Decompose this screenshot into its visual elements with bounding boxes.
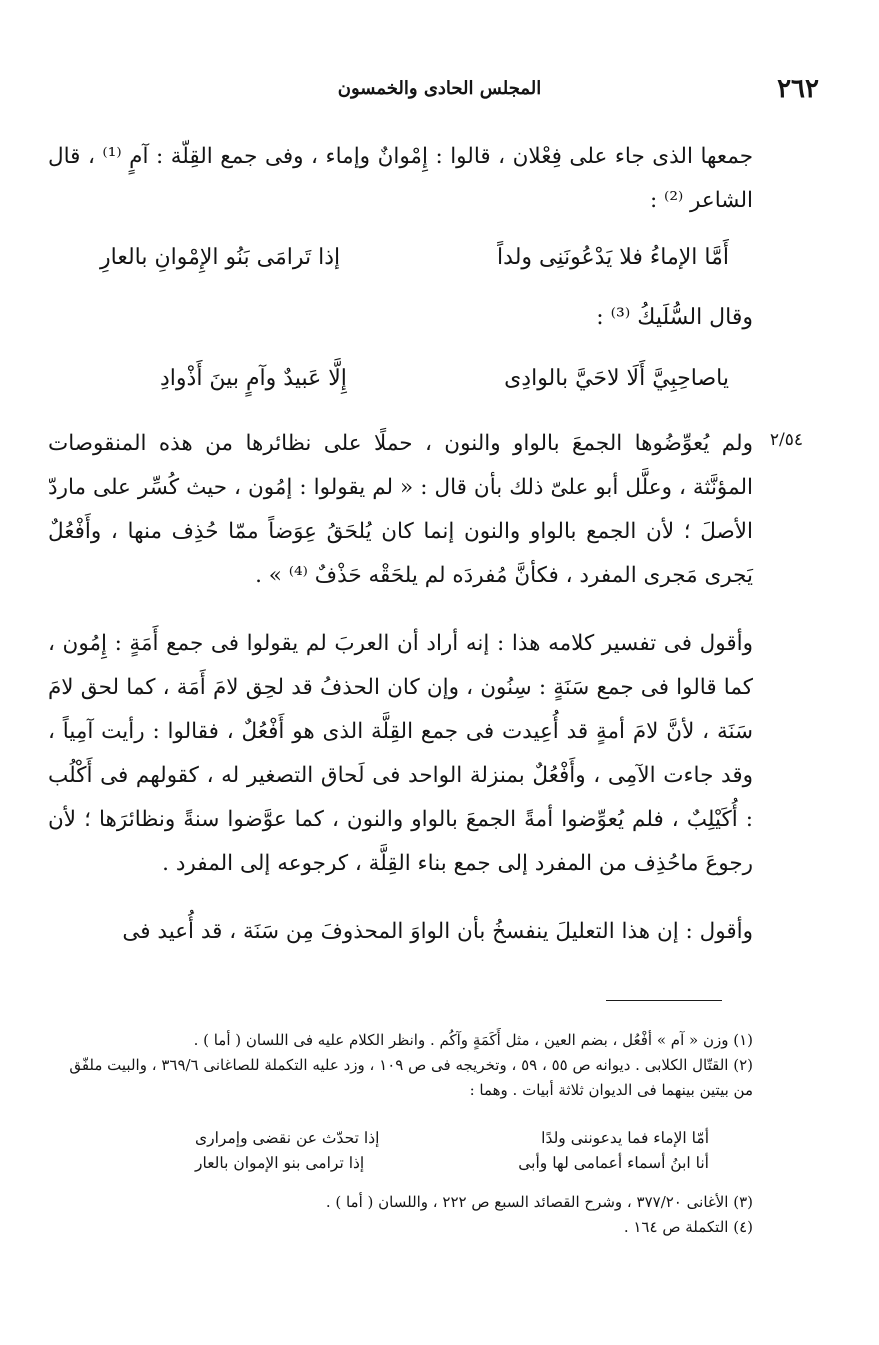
footnote-4: (٤) التكملة ص ١٦٤ . (623, 1218, 753, 1236)
paragraph-4: وأقول : إن هذا التعليلَ ينفسخُ بأن الواوَ المحذوفَ مِن سَنَة ، قد أُعيد فى (122, 919, 753, 944)
footnote-verse-first: أمّا الإماء فما يدعوننى ولدًا (541, 1129, 709, 1147)
footnote-1: (١) وزن « آم » أفْعُل ، بضم العين ، مثل أَكَمَةٍ وآكُم . وانظر الكلام عليه فى اللسان ( أما ) . (193, 1031, 753, 1049)
paragraph-1: جمعها الذى جاء على فِعْلان ، قالوا : إِمْوانٌ وإماء ، وفى جمع القِلّة : آمٍ ⁽¹⁾ ، قال الشاعر ⁽²⁾ : (48, 144, 753, 213)
footnotes (60, 1028, 753, 1103)
verse-2 (160, 366, 729, 391)
footnote-3: (٣) الأغانى ٣٧٧/٢٠ ، وشرح القصائد السبع ص ٢٢٢ ، واللسان ( أما ) . (325, 1193, 753, 1211)
footnote-verse-line (195, 1126, 709, 1151)
page-number: ٢٦٢ (777, 74, 819, 104)
verse-2-first-hemistich: ياصاحِبِيَّ أَلَا لاحَيَّ بالوادِى (504, 366, 729, 391)
paragraph-2: ولم يُعوِّضُوها الجمعَ بالواو والنون ، حملًا على نظائرها من هذه المنقوصات المؤنَّثة ، وعلَّل أبو علىّ ذلك بأن قال : « لم يقولوا : إمُون ، حيث كُسِّر على ماردّ الأصلَ ؛ لأن الجمع بالواو والنون إنما كان يُلحَقُ عِوَضاً ممّا حُذِف منها ، وأَفْعُلٌ يَجرى مَجرى المفرد ، فكأنَّ مُفردَه لم يلحَقْه حَذْفٌ ⁽⁴⁾ » . (48, 431, 753, 588)
verse-1-second-hemistich: إذا تَرامَى بَنُو الإِمْوانِ بالعارِ (100, 245, 341, 270)
margin-reference: ٢/٥٤ (769, 430, 803, 450)
paragraph-3: وأقول فى تفسير كلامه هذا : إنه أراد أن العربَ لم يقولوا فى جمع أَمَةٍ : إِمُون ، كما قالوا فى جمع سَنَةٍ : سِنُون ، وإن كان الحذفُ قد لحِق لامَ أَمَة ، كما لحق لامَ سَنَة ، لأنَّ لامَ أمةٍ قد أُعِيدت فى جمع القِلَّة الذى هو أَفْعُلٌ ، فقالوا : رأيت آمِياً ، وقد جاءت الآمِى ، وأَفْعُلٌ بمنزلة الواحد فى لَحاق التصغير له ، كقولهم فى أَكْلُب : أُكَيْلِبٌ ، فلم يُعوِّضوا أمةً الجمعَ بالواو والنون ، كما عوَّضوا سنةً ونظائرَها ؛ لأن رجوعَ ماحُذِف من المفرد إلى جمع بناء القِلَّة ، كرجوعه إلى المفرد . (48, 631, 753, 876)
verse-1 (100, 245, 729, 270)
verse-2-second-hemistich: إِلَّا عَبيدٌ وآمٍ بينَ أَذْوادِ (160, 366, 347, 391)
running-title: المجلس الحادى والخمسون (337, 78, 542, 99)
footnote-verse-line (195, 1151, 709, 1176)
footnote-verse-first: أنا ابنُ أسماء أعمامى لها وأبى (518, 1154, 709, 1172)
verse-2-intro: وقال السُّلَيكُ ⁽³⁾ : (596, 305, 753, 330)
footnote-verse (195, 1126, 709, 1176)
footnote-2: (٢) القتّال الكلابى . ديوانه ص ٥٥ ، ٥٩ ، وتخريجه فى ص ١٠٩ ، وزد عليه التكملة للصاغانى ٣٦٩/٦ ، والبيت ملفّق من بيتين بينهما فى الديوان ثلاثة أبيات . وهما : (69, 1056, 753, 1099)
footnotes-continued (60, 1190, 753, 1240)
footnote-divider (606, 1000, 722, 1001)
footnote-verse-second: إذا تحدّث عن نقضى وإمرارى (195, 1129, 380, 1147)
page-header (60, 74, 819, 110)
verse-1-first-hemistich: أَمَّا الإماءُ فلا يَدْعُونَنِى ولداً (497, 245, 729, 270)
footnote-verse-second: إذا ترامى بنو الإموان بالعار (195, 1154, 365, 1172)
